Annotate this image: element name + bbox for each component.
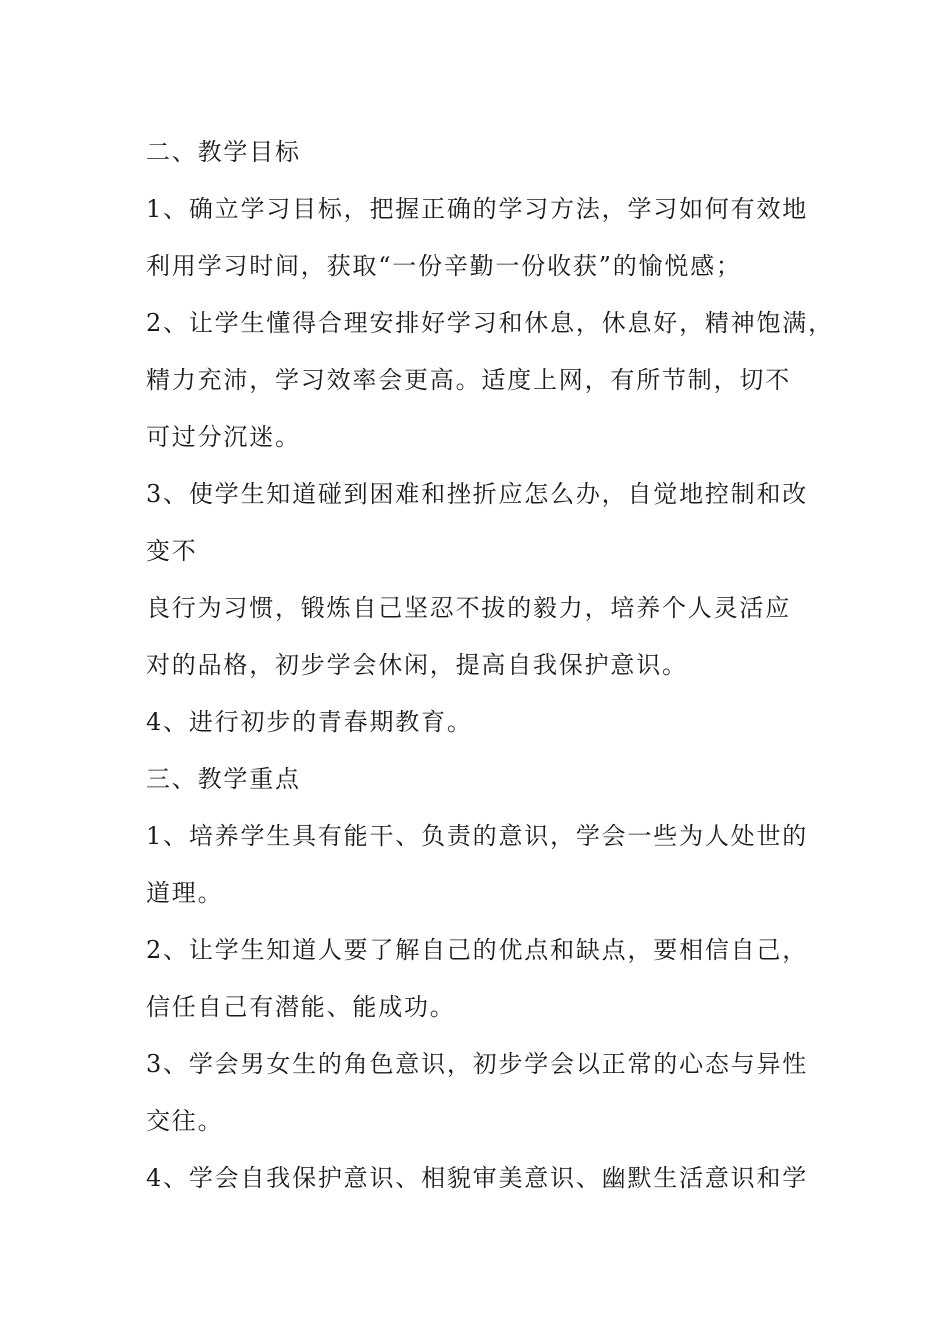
paragraph-line: 变不 — [146, 537, 198, 565]
paragraph-line: 1、培养学生具有能干、负责的意识，学会一些为人处世的 — [146, 822, 809, 850]
section-heading-teaching-focus: 三、教学重点 — [146, 765, 301, 793]
paragraph-line: 交往。 — [146, 1107, 224, 1135]
paragraph-line: 道理。 — [146, 879, 224, 907]
paragraph-line: 3、学会男女生的角色意识，初步学会以正常的心态与异性 — [146, 1050, 809, 1078]
paragraph-line: 2、让学生知道人要了解自己的优点和缺点，要相信自己， — [146, 936, 809, 964]
section-heading-teaching-goals: 二、教学目标 — [146, 138, 301, 166]
paragraph-line: 3、使学生知道碰到困难和挫折应怎么办，自觉地控制和改 — [146, 480, 809, 508]
paragraph-line: 2、让学生懂得合理安排好学习和休息，休息好，精神饱满， — [146, 309, 834, 337]
paragraph-line: 对的品格，初步学会休闲，提高自我保护意识。 — [146, 651, 688, 679]
paragraph-line: 信任自己有潜能、能成功。 — [146, 993, 456, 1021]
paragraph-line: 利用学习时间，获取“一份辛勤一份收获”的愉悦感； — [146, 252, 742, 280]
paragraph-line: 1、确立学习目标，把握正确的学习方法，学习如何有效地 — [146, 195, 809, 223]
paragraph-line: 可过分沉迷。 — [146, 423, 301, 451]
paragraph-line: 良行为习惯，锻炼自己坚忍不拔的毅力，培养个人灵活应 — [146, 594, 791, 622]
paragraph-line: 精力充沛，学习效率会更高。适度上网，有所节制，切不 — [146, 366, 791, 394]
paragraph-line: 4、进行初步的青春期教育。 — [146, 708, 473, 736]
paragraph-line: 4、学会自我保护意识、相貌审美意识、幽默生活意识和学 — [146, 1164, 809, 1192]
